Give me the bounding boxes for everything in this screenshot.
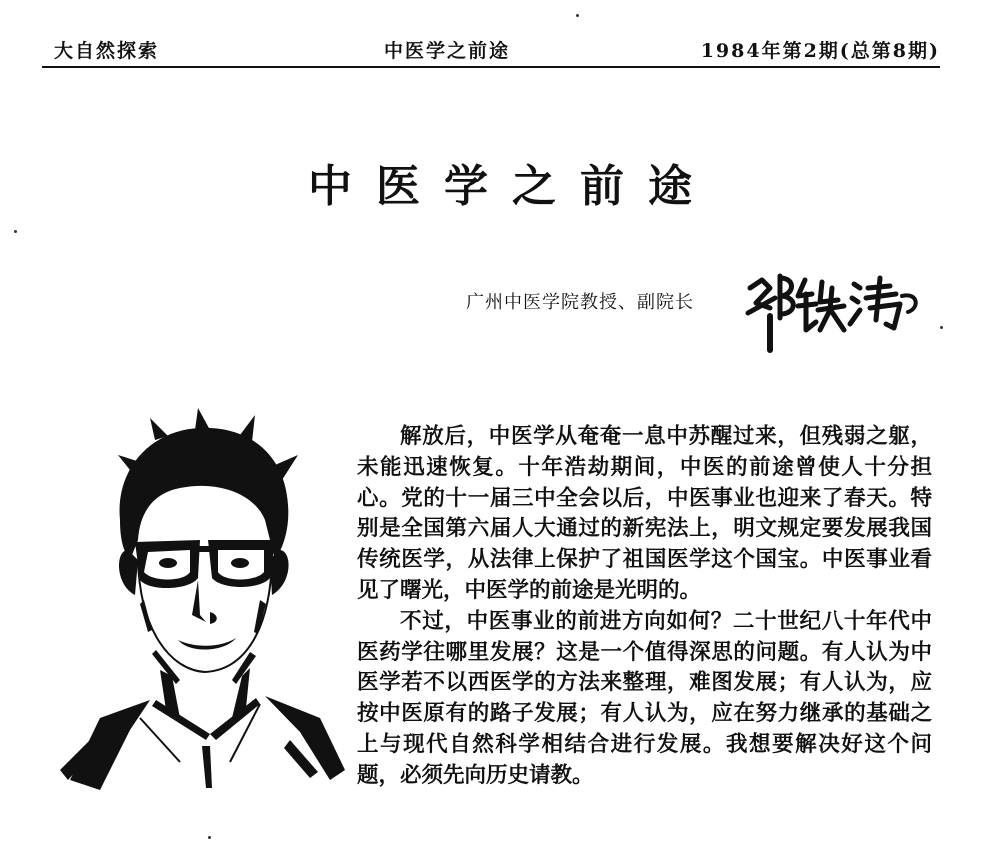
print-speck: [576, 14, 579, 17]
article-body: [357, 422, 932, 792]
print-speck: [208, 836, 211, 839]
issue-info: 1984年第2期(总第8期): [700, 40, 940, 62]
print-speck: [14, 230, 17, 233]
author-signature: [740, 258, 930, 358]
paragraph-1: 解放后，中医学从奄奄一息中苏醒过来，但残弱之躯，未能迅速恢复。十年浩劫期间，中医的前途曾使人十分担心。党的十一届三中全会以后，中医事业也迎来了春天。特别是全国第六届人大通过的新宪法上，明文规定要发展我国传统医学，从法律上保护了祖国医学这个国宝。中医事业看见了曙光，中医学的前途是光明的。: [357, 424, 932, 603]
author-affiliation: 广州中医学院教授、副院长: [466, 292, 694, 313]
author-portrait: [60, 400, 350, 790]
running-header: [42, 36, 940, 68]
article-title: 中医学之前途: [308, 161, 716, 212]
running-article-title: 中医学之前途: [384, 40, 511, 62]
print-speck: [940, 326, 943, 329]
magazine-name: 大自然探索: [54, 40, 160, 62]
paragraph-2: 不过，中医事业的前进方向如何？二十世纪八十年代中医药学往哪里发展？这是一个值得深思的问题。有人认为中医学若不以西医学的方法来整理，难图发展；有人认为，应按中医原有的路子发展；有人认为，应在努力继承的基础之上与现代自然科学相结合进行发展。我想要解决好这个问题，必须先向历史请教。: [357, 608, 932, 788]
